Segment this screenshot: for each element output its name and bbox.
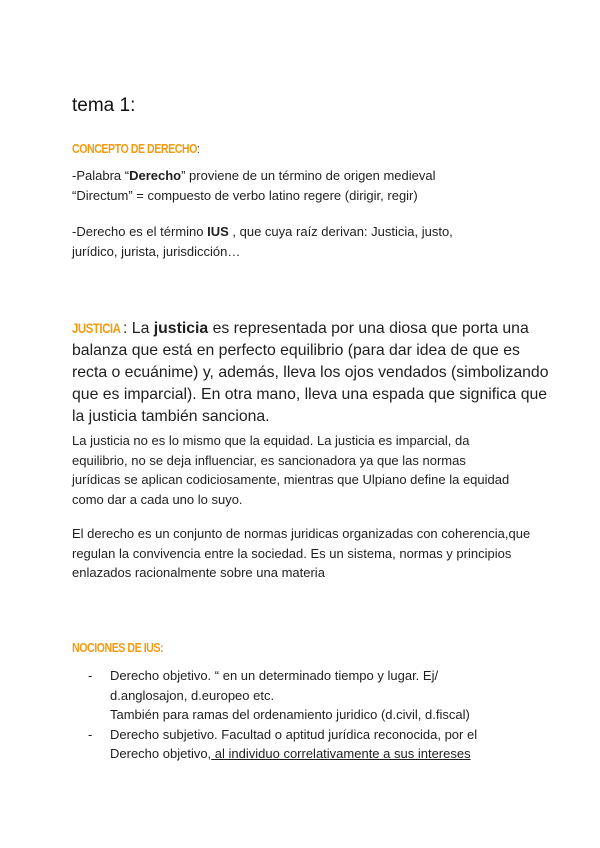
concepto-line-1 bbox=[72, 166, 542, 186]
justicia-heading: JUSTICIA bbox=[72, 320, 121, 336]
concepto-heading-colon: : bbox=[196, 141, 200, 156]
concepto-paragraph-1 bbox=[72, 166, 542, 205]
justicia-paragraph bbox=[72, 317, 552, 428]
list-item-line bbox=[110, 744, 528, 764]
nociones-list bbox=[88, 666, 528, 764]
list-item-line-pre: Derecho objetivo, bbox=[110, 746, 212, 761]
derecho-definition-paragraph: El derecho es un conjunto de normas juridicas organizadas con coherencia,que regulan la convivencia entre la sociedad. Es un sistema, normas y principios enlazados racionalmente sobre una materia bbox=[72, 526, 531, 580]
justicia-text-pre: La bbox=[127, 320, 154, 337]
list-item-line: Derecho objetivo. “ en un determinado tiempo y lugar. Ej/ bbox=[110, 668, 439, 683]
underlined-text: al individuo correlativamente a sus intereses bbox=[211, 746, 471, 761]
list-item-line: d.anglosajon, d.europeo etc. bbox=[110, 687, 275, 703]
page-title: tema 1: bbox=[72, 95, 136, 116]
list-item bbox=[88, 725, 528, 764]
concepto-line-3 bbox=[72, 222, 542, 242]
concepto-paragraph-2 bbox=[72, 222, 542, 261]
concepto-line-3-pre: -Derecho es el término bbox=[72, 224, 208, 239]
list-dash: - bbox=[88, 726, 93, 742]
justicia-text-bold: justicia bbox=[153, 320, 209, 337]
concepto-line-4: jurídico, jurista, jurisdicción… bbox=[72, 243, 241, 259]
list-dash: - bbox=[88, 668, 93, 683]
justicia-heading-colon: : bbox=[123, 320, 128, 337]
justicia-paragraph-2: La justicia no es lo mismo que la equidad. La justicia es imparcial, da equilibrio, no se deja influenciar, es sancionadora ya que las normas jurídicas se aplican codiciosamente, mientras que Ulpiano define la equidad como dar a cada uno lo suyo. bbox=[72, 433, 510, 507]
concepto-line-1-pre: -Palabra “ bbox=[72, 168, 130, 183]
concepto-heading-text: CONCEPTO DE DERECHO bbox=[72, 141, 197, 156]
concepto-line-1-post: ” proviene de un término de origen medieval bbox=[181, 168, 436, 183]
list-item-line: También para ramas del ordenamiento juridico (d.civil, d.fiscal) bbox=[110, 707, 470, 722]
concepto-heading bbox=[72, 141, 199, 156]
concepto-line-2: “Directum” = compuesto de verbo latino regere (dirigir, regir) bbox=[72, 187, 418, 203]
concepto-line-3-post: , que cuya raíz derivan: Justicia, justo, bbox=[228, 224, 453, 239]
nociones-heading: NOCIONES DE IUS: bbox=[72, 640, 164, 655]
concepto-line-3-bold: IUS bbox=[207, 224, 229, 239]
justicia-text-post: es representada por una diosa que porta una balanza que está en perfecto equilibrio (para dar idea de que es recta o ecuánime) y, además, lleva los ojos vendados (simbolizando que es imparcial). En otra mano, lleva una espada que significa que la justicia también sanciona. bbox=[72, 320, 549, 425]
concepto-line-1-bold: Derecho bbox=[129, 168, 182, 183]
list-item bbox=[88, 666, 528, 725]
list-item-line: Derecho subjetivo. Facultad o aptitud jurídica reconocida, por el bbox=[110, 726, 478, 742]
